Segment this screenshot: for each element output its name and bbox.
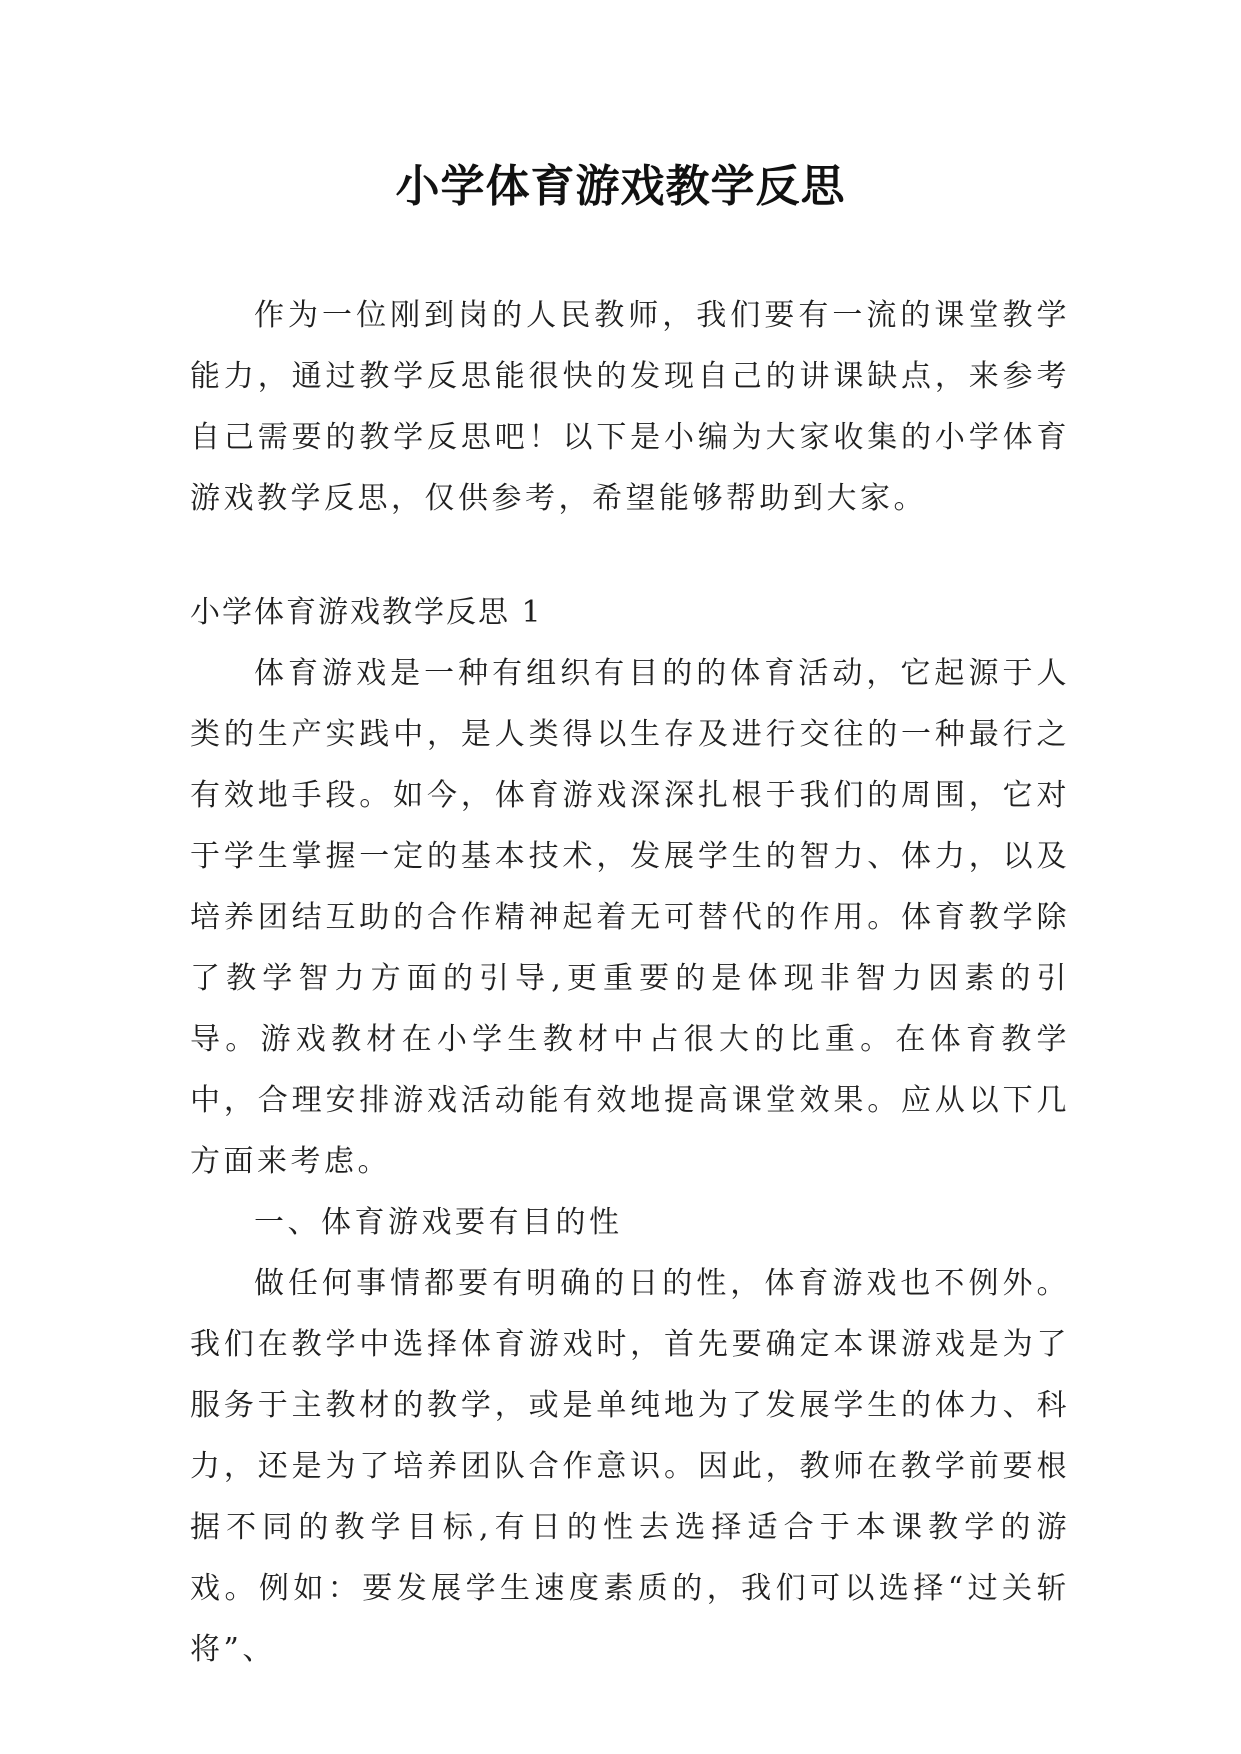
document-body <box>190 285 1070 1680</box>
section-heading: 小学体育游戏教学反思 1 <box>190 595 543 630</box>
point-heading-1: 一、体育游戏要有目的性 <box>254 1205 623 1240</box>
body-paragraph-2: 做任何事情都要有明确的日的性，体育游戏也不例外。我们在教学中选择体育游戏时，首先要确定本课游戏是为了服务于主教材的教学，或是单纯地为了发展学生的体力、科力，还是为了培养团队合作意识。因此，教师在教学前要根据不同的教学目标,有日的性去选择适合于本课教学的游戏。例如：要发展学生速度素质的，我们可以选择“过关斩将”、 <box>190 1266 1070 1667</box>
body-paragraph-1: 体育游戏是一种有组织有目的的体育活动，它起源于人类的生产实践中，是人类得以生存及进行交往的一种最行之有效地手段。如今，体育游戏深深扎根于我们的周围，它对于学生掌握一定的基本技术，发展学生的智力、体力，以及培养团结互助的合作精神起着无可替代的作用。体育教学除了教学智力方面的引导,更重要的是体现非智力因素的引导。游戏教材在小学生教材中占很大的比重。在体育教学中，合理安排游戏活动能有效地提高课堂效果。应从以下几方面来考虑。 <box>190 656 1070 1179</box>
intro-paragraph: 作为一位刚到岗的人民教师，我们要有一流的课堂教学能力，通过教学反思能很快的发现自己的讲课缺点，来参考自己需要的教学反思吧！以下是小编为大家收集的小学体育游戏教学反思，仅供参考，希望能够帮助到大家。 <box>190 298 1070 516</box>
paragraph-spacer <box>190 529 1070 582</box>
document-title: 小学体育游戏教学反思 <box>395 161 846 212</box>
